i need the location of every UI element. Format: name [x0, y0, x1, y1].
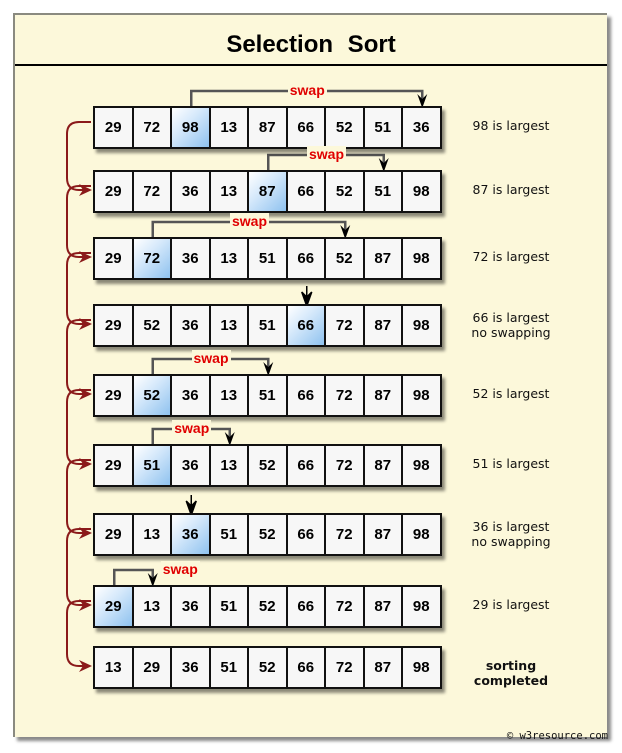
array-cell: 52 [249, 648, 288, 687]
array-cell: 98 [403, 587, 440, 626]
array-cell: 52 [249, 515, 288, 554]
array-cell: 52 [249, 446, 288, 485]
step-connector [67, 390, 91, 464]
array-cell: 87 [365, 446, 404, 485]
array-cell: 13 [211, 306, 250, 345]
step-note [450, 658, 572, 688]
array-cell: 66 [288, 587, 327, 626]
array-cell: 29 [95, 306, 134, 345]
array-cell: 36 [172, 239, 211, 278]
array-cell: 51 [211, 515, 250, 554]
step-note-line2: no swapping [471, 534, 551, 549]
swap-label: swap [162, 561, 198, 577]
array-cell: 72 [326, 515, 365, 554]
array-cell: 52 [249, 587, 288, 626]
array-cell: 51 [249, 376, 288, 415]
array-cell: 66 [288, 376, 327, 415]
array-cell: 52 [326, 172, 365, 211]
step-note [450, 597, 572, 612]
step-note-line1: 52 is largest [472, 386, 550, 401]
array-row-step-8 [93, 585, 442, 628]
array-cell: 66 [288, 239, 327, 278]
array-cell: 36 [172, 172, 211, 211]
array-cell: 98 [403, 446, 440, 485]
array-cell: 51 [365, 172, 404, 211]
array-cell: 51 [365, 108, 404, 147]
array-cell: 98 [403, 239, 440, 278]
array-cell: 98 [403, 172, 440, 211]
array-cell: 13 [211, 376, 250, 415]
array-cell-selected: 36 [172, 515, 211, 554]
credit-text: © w3resource.com [506, 730, 608, 742]
step-connector [67, 601, 91, 666]
array-cell: 72 [134, 172, 173, 211]
array-cell-selected: 72 [134, 239, 173, 278]
array-cell: 98 [403, 376, 440, 415]
array-cell: 51 [211, 648, 250, 687]
step-connector [67, 253, 91, 324]
step-connector [67, 122, 91, 190]
array-cell: 72 [134, 108, 173, 147]
array-cell: 13 [211, 108, 250, 147]
step-note-line1: 72 is largest [472, 249, 550, 264]
diagram-title: Selection Sort [226, 31, 396, 58]
array-cell: 72 [326, 648, 365, 687]
array-cell: 36 [172, 306, 211, 345]
step-note [450, 456, 572, 471]
step-note [450, 386, 572, 401]
array-cell: 87 [365, 587, 404, 626]
step-connector [67, 529, 91, 605]
array-cell-selected: 66 [288, 306, 327, 345]
array-cell: 72 [326, 376, 365, 415]
array-cell: 13 [211, 446, 250, 485]
array-cell: 51 [249, 239, 288, 278]
array-cell: 87 [365, 515, 404, 554]
array-cell: 98 [403, 306, 440, 345]
array-cell-selected: 29 [95, 587, 134, 626]
step-note-line1: 51 is largest [472, 456, 550, 471]
array-cell: 13 [134, 587, 173, 626]
array-cell: 36 [403, 108, 440, 147]
array-cell: 66 [288, 172, 327, 211]
array-cell: 52 [134, 306, 173, 345]
step-note [450, 182, 572, 197]
array-cell: 72 [326, 587, 365, 626]
arrow-down-icon [186, 495, 196, 515]
array-cell: 29 [95, 108, 134, 147]
step-note-line2: no swapping [471, 325, 551, 340]
array-cell: 66 [288, 515, 327, 554]
array-cell: 51 [249, 306, 288, 345]
array-row-step-2 [93, 170, 442, 213]
swap-label: swap [193, 350, 229, 366]
array-row-step-5 [93, 374, 442, 417]
array-cell: 87 [365, 306, 404, 345]
array-cell: 52 [326, 108, 365, 147]
step-connector [67, 186, 91, 257]
array-cell: 36 [172, 376, 211, 415]
array-cell: 66 [288, 108, 327, 147]
array-cell: 29 [95, 172, 134, 211]
array-row-step-6 [93, 444, 442, 487]
array-cell: 13 [95, 648, 134, 687]
array-cell: 87 [365, 648, 404, 687]
array-cell: 13 [134, 515, 173, 554]
step-note-line1: sorting completed [473, 658, 549, 688]
array-cell: 29 [95, 239, 134, 278]
array-cell: 29 [95, 515, 134, 554]
swap-label: swap [309, 146, 345, 162]
array-cell: 36 [172, 587, 211, 626]
array-cell: 66 [288, 648, 327, 687]
array-cell: 13 [211, 172, 250, 211]
array-cell: 29 [95, 376, 134, 415]
array-cell: 52 [326, 239, 365, 278]
array-cell-selected: 87 [249, 172, 288, 211]
step-note [450, 249, 572, 264]
array-cell: 29 [134, 648, 173, 687]
array-cell: 87 [365, 239, 404, 278]
swap-label: swap [174, 420, 210, 436]
array-cell: 66 [288, 446, 327, 485]
step-note [450, 310, 572, 340]
step-note-line1: 98 is largest [472, 118, 550, 133]
step-note-line1: 36 is largest [472, 519, 550, 534]
array-row-step-1 [93, 106, 442, 149]
array-cell: 36 [172, 446, 211, 485]
step-note-line1: 29 is largest [472, 597, 550, 612]
array-row-step-9 [93, 646, 442, 689]
array-cell: 98 [403, 515, 440, 554]
array-cell-selected: 98 [172, 108, 211, 147]
swap-label: swap [232, 213, 268, 229]
array-row-step-7 [93, 513, 442, 556]
array-cell: 36 [172, 648, 211, 687]
step-note-line1: 87 is largest [472, 182, 550, 197]
array-cell: 51 [211, 587, 250, 626]
array-cell: 98 [403, 648, 440, 687]
array-cell: 29 [95, 446, 134, 485]
array-cell-selected: 51 [134, 446, 173, 485]
array-cell: 72 [326, 446, 365, 485]
step-note [450, 118, 572, 133]
arrow-down-icon [302, 286, 312, 306]
step-connector [67, 320, 91, 394]
array-cell: 87 [249, 108, 288, 147]
swap-label: swap [289, 82, 325, 98]
step-note-line1: 66 is largest [472, 310, 550, 325]
array-cell: 13 [211, 239, 250, 278]
step-connector [67, 460, 91, 533]
swap-bracket [114, 570, 153, 585]
array-cell-selected: 52 [134, 376, 173, 415]
array-cell: 72 [326, 306, 365, 345]
array-row-step-3 [93, 237, 442, 280]
array-cell: 87 [365, 376, 404, 415]
step-note [450, 519, 572, 549]
array-row-step-4 [93, 304, 442, 347]
